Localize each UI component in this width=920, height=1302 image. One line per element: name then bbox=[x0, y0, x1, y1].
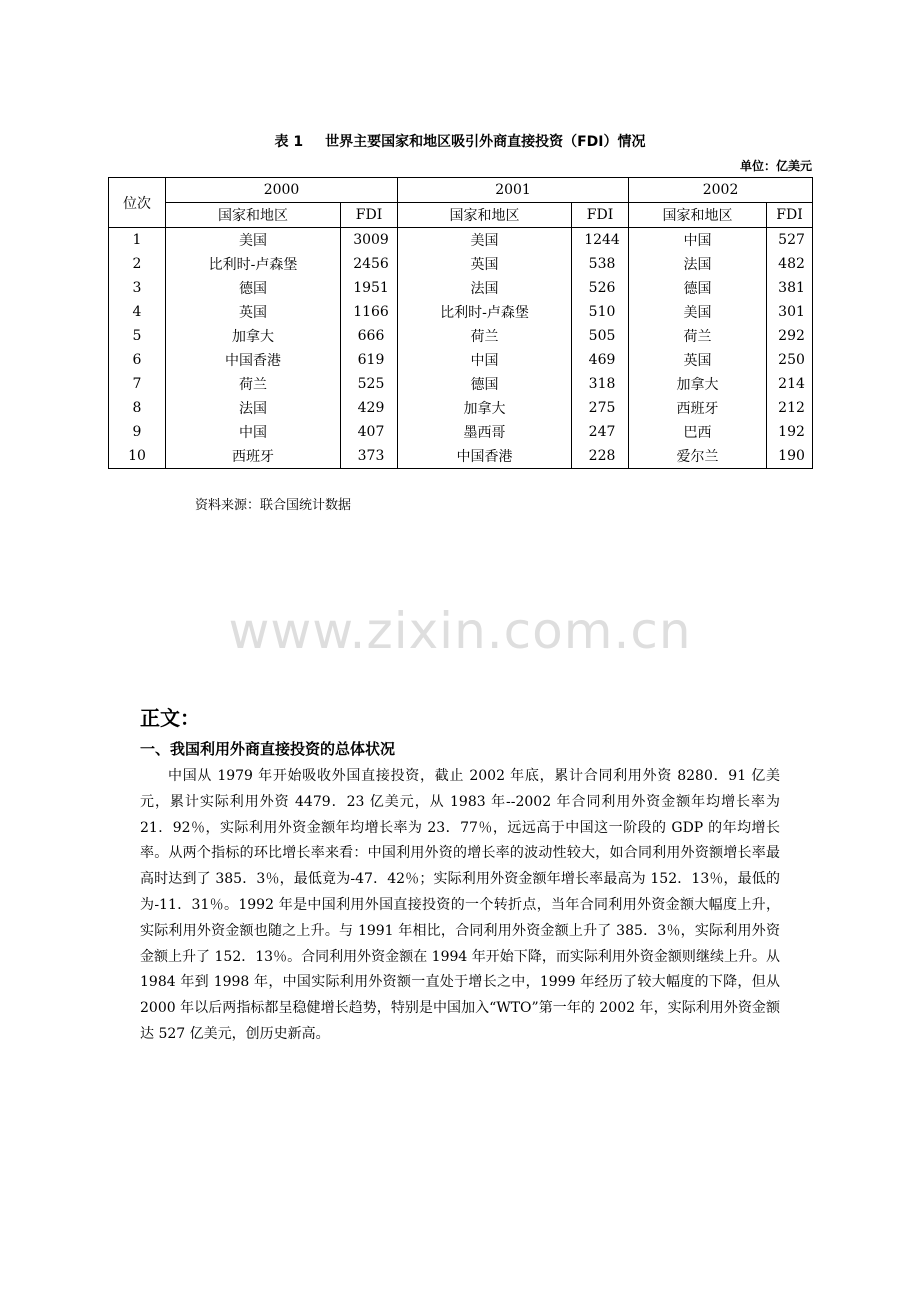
rank-cell: 10 bbox=[109, 444, 166, 469]
fdi-2000-cell: 3009 bbox=[341, 228, 398, 253]
fdi-2001-cell: 247 bbox=[572, 420, 629, 444]
country-2001-cell: 加拿大 bbox=[398, 396, 572, 420]
fdi-2002-cell: 292 bbox=[767, 324, 813, 348]
country-2000-cell: 比利时-卢森堡 bbox=[166, 252, 341, 276]
country-header-2000: 国家和地区 bbox=[166, 203, 341, 228]
table-row bbox=[109, 276, 813, 300]
country-header-2002: 国家和地区 bbox=[629, 203, 767, 228]
fdi-2002-cell: 381 bbox=[767, 276, 813, 300]
fdi-2000-cell: 666 bbox=[341, 324, 398, 348]
fdi-2000-cell: 1951 bbox=[341, 276, 398, 300]
rank-header: 位次 bbox=[109, 178, 166, 228]
table-title: 世界主要国家和地区吸引外商直接投资（FDI）情况 bbox=[325, 134, 646, 150]
table-row bbox=[109, 252, 813, 276]
country-2000-cell: 中国 bbox=[166, 420, 341, 444]
fdi-2002-cell: 482 bbox=[767, 252, 813, 276]
fdi-2001-cell: 469 bbox=[572, 348, 629, 372]
country-2000-cell: 美国 bbox=[166, 228, 341, 253]
rank-cell: 8 bbox=[109, 396, 166, 420]
country-2001-cell: 美国 bbox=[398, 228, 572, 253]
country-2000-cell: 英国 bbox=[166, 300, 341, 324]
table-row bbox=[109, 396, 813, 420]
country-2001-cell: 中国 bbox=[398, 348, 572, 372]
rank-cell: 3 bbox=[109, 276, 166, 300]
table-row bbox=[109, 348, 813, 372]
country-2002-cell: 中国 bbox=[629, 228, 767, 253]
body-heading: 正文： bbox=[140, 706, 200, 730]
fdi-2002-cell: 527 bbox=[767, 228, 813, 253]
fdi-2001-cell: 228 bbox=[572, 444, 629, 469]
fdi-2002-cell: 214 bbox=[767, 372, 813, 396]
table-body bbox=[109, 228, 813, 469]
fdi-2002-cell: 301 bbox=[767, 300, 813, 324]
table-row bbox=[109, 372, 813, 396]
country-header-2001: 国家和地区 bbox=[398, 203, 572, 228]
country-2001-cell: 英国 bbox=[398, 252, 572, 276]
table-row bbox=[109, 228, 813, 253]
fdi-2002-cell: 190 bbox=[767, 444, 813, 469]
table-row bbox=[109, 300, 813, 324]
country-2002-cell: 巴西 bbox=[629, 420, 767, 444]
country-2002-cell: 德国 bbox=[629, 276, 767, 300]
table-row bbox=[109, 420, 813, 444]
body-paragraph: 中国从 1979 年开始吸收外国直接投资，截止 2002 年底，累计合同利用外资 8280．91 亿美元，累计实际利用外资 4479．23 亿美元，从 1983 年--2002 年合同利用外资金额年均增长率为 21．92％，实际利用外资金额年均增长率为 23．77％，远远高于中国这一阶段的 GDP 的年均增长率。从两个指标的环比增长率来看：中国利用外资的增长率的波动性较大，如合同利用外资额增长率最高时达到了 385．3％，最低竟为-47．42％；实际利用外资金额年增长率最高为 152．13％，最低的为-11．31％。1992 年是中国利用外国直接投资的一个转折点，当年合同利用外资金额大幅度上升，实际利用外资金额也随之上升。与 1991 年相比，合同利用外资金额上升了 385．3％，实际利用外资金额上升了 152．13％。合同利用外资金额在 1994 年开始下降，而实际利用外资金额则继续上升。从 1984 年到 1998 年，中国实际利用外资额一直处于增长之中，1999 年经历了较大幅度的下降，但从 2000 年以后两指标都呈稳健增长趋势，特别是中国加入“WTO”第一年的 2002 年，实际利用外资金额达 527 亿美元，创历史新高。 bbox=[140, 768, 780, 1042]
fdi-2000-cell: 619 bbox=[341, 348, 398, 372]
rank-cell: 4 bbox=[109, 300, 166, 324]
country-2001-cell: 中国香港 bbox=[398, 444, 572, 469]
fdi-2001-cell: 505 bbox=[572, 324, 629, 348]
fdi-2001-cell: 1244 bbox=[572, 228, 629, 253]
country-2001-cell: 比利时-卢森堡 bbox=[398, 300, 572, 324]
fdi-2002-cell: 250 bbox=[767, 348, 813, 372]
country-2002-cell: 英国 bbox=[629, 348, 767, 372]
table-number: 表 1 bbox=[274, 134, 304, 150]
country-2002-cell: 荷兰 bbox=[629, 324, 767, 348]
fdi-header-2000: FDI bbox=[341, 203, 398, 228]
source-note: 资料来源：联合国统计数据 bbox=[195, 498, 352, 513]
country-2001-cell: 墨西哥 bbox=[398, 420, 572, 444]
unit-label: 单位：亿美元 bbox=[739, 159, 812, 173]
country-2001-cell: 德国 bbox=[398, 372, 572, 396]
year-header-2002: 2002 bbox=[629, 178, 813, 203]
fdi-2001-cell: 275 bbox=[572, 396, 629, 420]
fdi-2000-cell: 407 bbox=[341, 420, 398, 444]
country-2002-cell: 法国 bbox=[629, 252, 767, 276]
country-2000-cell: 加拿大 bbox=[166, 324, 341, 348]
country-2001-cell: 法国 bbox=[398, 276, 572, 300]
year-header-2000: 2000 bbox=[166, 178, 398, 203]
fdi-header-2001: FDI bbox=[572, 203, 629, 228]
country-2000-cell: 中国香港 bbox=[166, 348, 341, 372]
country-2001-cell: 荷兰 bbox=[398, 324, 572, 348]
rank-cell: 7 bbox=[109, 372, 166, 396]
country-2002-cell: 爱尔兰 bbox=[629, 444, 767, 469]
fdi-2001-cell: 526 bbox=[572, 276, 629, 300]
country-2000-cell: 德国 bbox=[166, 276, 341, 300]
rank-cell: 9 bbox=[109, 420, 166, 444]
rank-cell: 6 bbox=[109, 348, 166, 372]
year-header-2001: 2001 bbox=[398, 178, 629, 203]
fdi-2000-cell: 1166 bbox=[341, 300, 398, 324]
rank-cell: 1 bbox=[109, 228, 166, 253]
table-caption bbox=[0, 131, 920, 151]
fdi-2000-cell: 429 bbox=[341, 396, 398, 420]
fdi-table bbox=[108, 177, 813, 469]
fdi-2000-cell: 525 bbox=[341, 372, 398, 396]
country-2002-cell: 西班牙 bbox=[629, 396, 767, 420]
section-title: 一、我国利用外商直接投资的总体状况 bbox=[140, 740, 396, 758]
rank-cell: 5 bbox=[109, 324, 166, 348]
watermark: www.zixin.com.cn bbox=[228, 602, 692, 660]
country-2000-cell: 西班牙 bbox=[166, 444, 341, 469]
table-row bbox=[109, 324, 813, 348]
table-row bbox=[109, 444, 813, 469]
fdi-2002-cell: 212 bbox=[767, 396, 813, 420]
country-2000-cell: 荷兰 bbox=[166, 372, 341, 396]
rank-cell: 2 bbox=[109, 252, 166, 276]
fdi-2000-cell: 2456 bbox=[341, 252, 398, 276]
fdi-2002-cell: 192 bbox=[767, 420, 813, 444]
fdi-2001-cell: 538 bbox=[572, 252, 629, 276]
fdi-header-2002: FDI bbox=[767, 203, 813, 228]
fdi-2000-cell: 373 bbox=[341, 444, 398, 469]
country-2002-cell: 美国 bbox=[629, 300, 767, 324]
fdi-2001-cell: 510 bbox=[572, 300, 629, 324]
fdi-2001-cell: 318 bbox=[572, 372, 629, 396]
country-2002-cell: 加拿大 bbox=[629, 372, 767, 396]
country-2000-cell: 法国 bbox=[166, 396, 341, 420]
